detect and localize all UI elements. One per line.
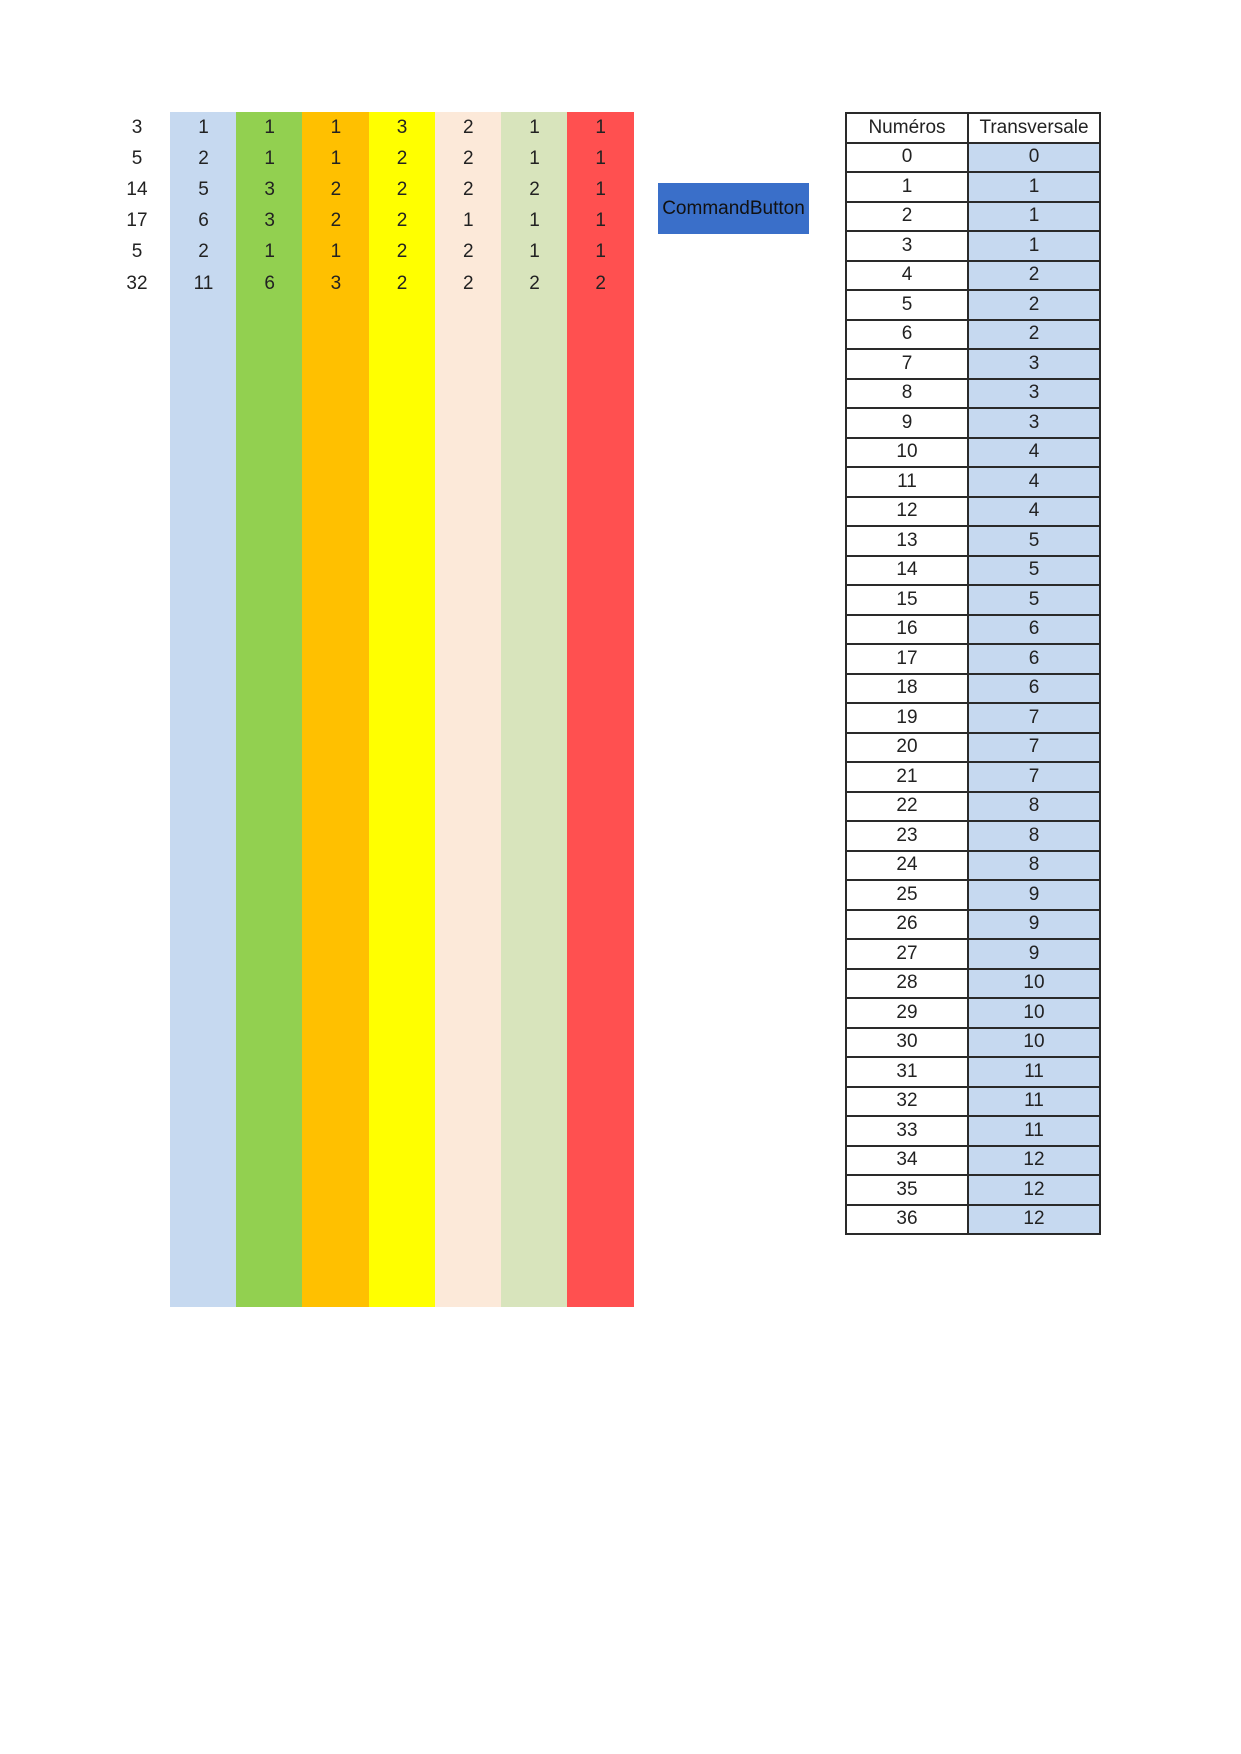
numero-cell: 32	[846, 1087, 968, 1117]
transversale-cell: 12	[968, 1146, 1100, 1176]
table-row	[846, 202, 1100, 232]
table-row	[846, 1087, 1100, 1117]
numero-cell: 8	[846, 379, 968, 409]
table-row	[846, 733, 1100, 763]
grid-cell: 1	[595, 241, 606, 263]
numero-cell: 25	[846, 880, 968, 910]
grid-cell: 1	[595, 147, 606, 169]
table-row	[846, 1057, 1100, 1087]
grid-cell: 3	[396, 116, 408, 138]
table-row	[846, 1146, 1100, 1176]
grid-cell: 11	[193, 272, 214, 294]
transversale-cell: 8	[968, 851, 1100, 881]
transversale-cell: 4	[968, 438, 1100, 468]
transversale-cell: 12	[968, 1175, 1100, 1205]
transversale-cell: 6	[968, 674, 1100, 704]
grid-cell: 2	[330, 178, 342, 200]
numero-cell: 16	[846, 615, 968, 645]
table-row	[846, 703, 1100, 733]
transversale-cell: 5	[968, 585, 1100, 615]
table-row	[846, 408, 1100, 438]
table-row	[846, 615, 1100, 645]
numero-cell: 7	[846, 349, 968, 379]
numero-cell: 35	[846, 1175, 968, 1205]
transversale-cell: 12	[968, 1205, 1100, 1235]
grid-cell: 1	[595, 178, 606, 200]
table-row	[846, 644, 1100, 674]
row-label: 3	[131, 116, 143, 138]
grid-cell: 2	[198, 241, 209, 263]
numero-cell: 34	[846, 1146, 968, 1176]
numero-cell: 0	[846, 143, 968, 173]
transversale-cell: 6	[968, 644, 1100, 674]
grid-cell: 2	[396, 272, 408, 294]
transversale-cell: 4	[968, 497, 1100, 527]
numero-cell: 1	[846, 172, 968, 202]
numero-cell: 3	[846, 231, 968, 261]
grid-cell: 1	[529, 116, 540, 138]
transversale-cell: 3	[968, 379, 1100, 409]
table-row	[846, 556, 1100, 586]
grid-cell: 1	[330, 116, 342, 138]
table-row	[846, 939, 1100, 969]
numero-cell: 20	[846, 733, 968, 763]
table-row	[846, 231, 1100, 261]
table-row	[846, 349, 1100, 379]
numero-cell: 30	[846, 1028, 968, 1058]
transversale-cell: 8	[968, 792, 1100, 822]
row-label: 5	[131, 241, 143, 263]
grid-cell: 2	[330, 210, 342, 232]
transversale-cell: 1	[968, 202, 1100, 232]
numero-cell: 13	[846, 526, 968, 556]
numero-cell: 11	[846, 467, 968, 497]
table-row	[846, 585, 1100, 615]
numero-cell: 5	[846, 290, 968, 320]
table-row	[846, 762, 1100, 792]
transversale-cell: 10	[968, 998, 1100, 1028]
table-row	[846, 851, 1100, 881]
grid-cell: 2	[463, 116, 474, 138]
numero-cell: 2	[846, 202, 968, 232]
transversale-cell: 2	[968, 320, 1100, 350]
grid-cell: 1	[595, 116, 606, 138]
numero-cell: 36	[846, 1205, 968, 1235]
table-row	[846, 1175, 1100, 1205]
numero-cell: 23	[846, 821, 968, 851]
grid-cell: 2	[396, 210, 408, 232]
numero-cell: 26	[846, 910, 968, 940]
table-row	[846, 172, 1100, 202]
grid-cell: 6	[198, 210, 209, 232]
table-row	[846, 998, 1100, 1028]
lookup-table	[845, 112, 1101, 1235]
numero-cell: 15	[846, 585, 968, 615]
transversale-cell: 9	[968, 910, 1100, 940]
numero-cell: 12	[846, 497, 968, 527]
transversale-cell: 6	[968, 615, 1100, 645]
grid-cell: 1	[595, 210, 606, 232]
transversale-cell: 2	[968, 290, 1100, 320]
grid-cell: 1	[529, 210, 540, 232]
grid-cell: 2	[463, 147, 474, 169]
table-row	[846, 910, 1100, 940]
transversale-cell: 1	[968, 172, 1100, 202]
grid-cell: 3	[264, 210, 275, 232]
grid-cell: 2	[396, 241, 408, 263]
transversale-cell: 1	[968, 231, 1100, 261]
numero-cell: 28	[846, 969, 968, 999]
grid-cell: 2	[396, 147, 408, 169]
grid-cell: 2	[463, 272, 474, 294]
grid-cell: 2	[396, 178, 408, 200]
transversale-cell: 7	[968, 733, 1100, 763]
table-row	[846, 467, 1100, 497]
numero-cell: 29	[846, 998, 968, 1028]
table-row	[846, 438, 1100, 468]
table-row	[846, 320, 1100, 350]
grid-cell: 1	[264, 116, 275, 138]
grid-cell: 1	[264, 147, 275, 169]
table-row	[846, 1116, 1100, 1146]
table-row	[846, 497, 1100, 527]
grid-cell: 2	[198, 147, 209, 169]
numero-cell: 14	[846, 556, 968, 586]
transversale-cell: 0	[968, 143, 1100, 173]
transversale-cell: 9	[968, 880, 1100, 910]
numero-cell: 18	[846, 674, 968, 704]
numero-cell: 17	[846, 644, 968, 674]
grid-cell: 2	[463, 178, 474, 200]
transversale-cell: 10	[968, 1028, 1100, 1058]
numero-cell: 21	[846, 762, 968, 792]
numero-cell: 19	[846, 703, 968, 733]
transversale-cell: 3	[968, 349, 1100, 379]
transversale-cell: 7	[968, 703, 1100, 733]
table-row	[846, 792, 1100, 822]
transversale-cell: 9	[968, 939, 1100, 969]
numero-cell: 24	[846, 851, 968, 881]
transversale-cell: 7	[968, 762, 1100, 792]
row-label: 5	[131, 147, 143, 169]
grid-cell: 6	[264, 272, 275, 294]
header-numeros: Numéros	[846, 113, 968, 143]
transversale-cell: 11	[968, 1057, 1100, 1087]
numero-cell: 22	[846, 792, 968, 822]
transversale-cell: 10	[968, 969, 1100, 999]
transversale-cell: 5	[968, 526, 1100, 556]
header-transversale: Transversale	[968, 113, 1100, 143]
grid-cell: 3	[330, 272, 342, 294]
numero-cell: 4	[846, 261, 968, 291]
numero-cell: 6	[846, 320, 968, 350]
table-row	[846, 1205, 1100, 1235]
transversale-cell: 8	[968, 821, 1100, 851]
table-row	[846, 526, 1100, 556]
command-button[interactable]: CommandButton	[658, 183, 809, 234]
grid-cell: 1	[463, 210, 474, 232]
grid-cell: 2	[529, 178, 540, 200]
transversale-cell: 5	[968, 556, 1100, 586]
table-row	[846, 379, 1100, 409]
grid-cell: 1	[529, 241, 540, 263]
transversale-cell: 3	[968, 408, 1100, 438]
table-row	[846, 821, 1100, 851]
grid-cell: 1	[264, 241, 275, 263]
grid-cell: 2	[529, 272, 540, 294]
table-row	[846, 290, 1100, 320]
grid-cell: 1	[198, 116, 209, 138]
row-label: 32	[126, 272, 148, 294]
transversale-cell: 11	[968, 1116, 1100, 1146]
row-label: 14	[126, 178, 148, 200]
row-label: 17	[126, 210, 148, 232]
numero-cell: 31	[846, 1057, 968, 1087]
grid-cell: 1	[330, 241, 342, 263]
numero-cell: 27	[846, 939, 968, 969]
numero-cell: 10	[846, 438, 968, 468]
grid-cell: 2	[595, 272, 606, 294]
numero-cell: 33	[846, 1116, 968, 1146]
grid-cell: 1	[529, 147, 540, 169]
grid-cell: 2	[463, 241, 474, 263]
table-row	[846, 1028, 1100, 1058]
numero-cell: 9	[846, 408, 968, 438]
transversale-cell: 11	[968, 1087, 1100, 1117]
table-row	[846, 674, 1100, 704]
table-row	[846, 143, 1100, 173]
transversale-cell: 2	[968, 261, 1100, 291]
table-row	[846, 969, 1100, 999]
grid-cell: 3	[264, 178, 275, 200]
table-row	[846, 261, 1100, 291]
table-row	[846, 880, 1100, 910]
grid-cell: 1	[330, 147, 342, 169]
transversale-cell: 4	[968, 467, 1100, 497]
grid-cell: 5	[198, 178, 209, 200]
